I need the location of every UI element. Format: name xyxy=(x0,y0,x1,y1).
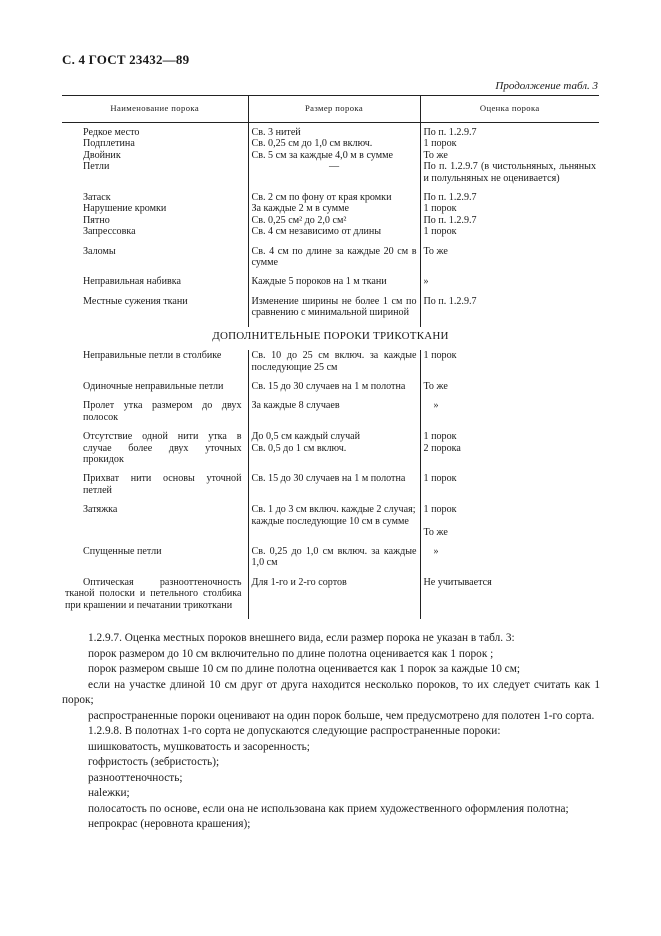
paragraph: непрокрас (неровнота крашения); xyxy=(88,818,251,830)
defect-grade: По п. 1.2.9.7 xyxy=(423,127,477,138)
defect-grade: По п. 1.2.9.7 xyxy=(423,214,477,226)
defect-size: До 0,5 см каждый случай xyxy=(251,431,361,443)
defect-name: Спущенные петли xyxy=(83,545,162,557)
defect-size: Св. 10 до 25 см включ. за каждые последующие 25 см xyxy=(251,350,417,373)
defect-grade: То же xyxy=(423,149,448,161)
defect-size: Св. 0,25 см² до 2,0 см² xyxy=(251,214,347,226)
defect-grade: То же xyxy=(423,245,448,257)
defect-grade: 1 порок xyxy=(423,226,457,238)
defect-grade: 1 порок xyxy=(423,350,457,362)
defect-grade: По п. 1.2.9.7 xyxy=(423,295,477,307)
defect-size: Каждые 5 пороков на 1 м ткани xyxy=(251,276,387,288)
table-row xyxy=(62,246,599,277)
defect-size: Св. 0,5 до 1 см включ. xyxy=(251,442,347,454)
column-header-size: Размер порока xyxy=(248,96,420,123)
section-title: ДОПОЛНИТЕЛЬНЫЕ ПОРОКИ ТРИКОТКАНИ xyxy=(212,329,449,342)
section-row xyxy=(62,327,599,350)
defect-name: Редкое место xyxy=(83,127,140,138)
defect-size: Св. 4 см по длине за каждые 20 см в сумме xyxy=(251,245,417,269)
defect-name: Петли xyxy=(83,161,110,173)
defect-name: Неправильные петли в столбике xyxy=(83,350,222,362)
table-row xyxy=(62,192,599,246)
defect-size: Св. 0,25 до 1,0 см включ. за каждые 1,0 см xyxy=(251,545,417,569)
body-text xyxy=(62,631,600,833)
column-header-name: Наименование порока xyxy=(62,96,248,123)
defect-name: Нарушение кромки xyxy=(83,203,167,215)
table-continuation-label: Продолжение табл. 3 xyxy=(495,80,598,92)
defect-name: Местные сужения ткани xyxy=(83,295,188,307)
defect-name: Одиночные неправильные петли xyxy=(83,380,224,392)
defect-name: Затяжка xyxy=(83,504,118,516)
defect-grade: 1 порок xyxy=(423,473,457,485)
defect-grade: » xyxy=(423,276,429,288)
table-row xyxy=(62,381,599,400)
paragraph: порок размером до 10 см включительно по длине полотна оценивается как 1 порок ; xyxy=(88,647,494,660)
defect-name: Прихват нити основы уточной петлей xyxy=(83,473,242,496)
table-row xyxy=(62,123,599,193)
page-header: С. 4 ГОСТ 23432—89 xyxy=(62,52,190,67)
defect-size: Изменение ширины не более 1 см по сравнению с минимальной шириной xyxy=(251,295,417,319)
defect-grade: По п. 1.2.9.7 (в чистольняных, льняных и полульняных не оценивается) xyxy=(423,161,596,184)
defect-name: Запрессовка xyxy=(83,226,136,238)
paragraph: полосатость по основе, если она не использована как прием художественного оформления полотна; xyxy=(88,802,569,815)
defect-grade: 2 порока xyxy=(423,442,461,454)
defect-name: Пятно xyxy=(83,214,110,226)
defect-size: Св. 2 см по фону от края кромки xyxy=(251,192,392,204)
table-row xyxy=(62,504,599,546)
paragraph: гофристость (зебристость); xyxy=(88,756,220,768)
table-row xyxy=(62,296,599,327)
defect-name: Двойник xyxy=(83,149,121,161)
defect-name: Неправильная набивка xyxy=(83,276,181,288)
defect-size: Св. 3 нитей xyxy=(251,127,301,138)
defect-size: Св. 5 см за каждые 4,0 м в сумме xyxy=(251,149,393,161)
defect-grade: То же xyxy=(423,380,448,392)
paragraph: 1.2.9.7. Оценка местных пороков внешнего вида, если размер порока не указан в табл. 3: xyxy=(88,632,515,644)
paragraph: распространенные пороки оценивают на один порок больше, чем предусмотрено для полотен 1-го сорта. xyxy=(88,709,595,722)
paragraph: нalежки; xyxy=(88,787,130,799)
table-row xyxy=(62,431,599,473)
paragraph: порок размером свыше 10 см по длине полотна оценивается как 1 порок за каждые 10 см; xyxy=(88,663,520,675)
defect-name: Пролет утка размером до двух полосок xyxy=(83,400,242,423)
defect-grade: То же xyxy=(423,526,448,538)
defect-size: каждые последующие 10 см в сумме xyxy=(251,515,409,527)
defect-size: Для 1-го и 2-го сортов xyxy=(251,576,347,588)
table-row xyxy=(62,473,599,504)
defect-grade: Не учитывается xyxy=(423,576,492,588)
defect-size: За каждые 2 м в сумме xyxy=(251,203,349,215)
table-row xyxy=(62,577,599,619)
table-row xyxy=(62,400,599,431)
paragraph: разнооттеночность; xyxy=(88,771,183,784)
defect-grade: 1 порок xyxy=(423,138,457,150)
defect-grade: » xyxy=(433,545,439,557)
defect-name: Отсутствие одной нити утка в случае более двух уточных прокидок xyxy=(83,431,242,465)
defect-size: Св. 15 до 30 случаев на 1 м полотна xyxy=(251,380,406,392)
defect-name: Подплетина xyxy=(83,138,135,150)
table-row xyxy=(62,350,599,381)
defect-grade: По п. 1.2.9.7 xyxy=(423,192,477,204)
column-header-grade: Оценка порока xyxy=(420,96,599,123)
defect-grade: 1 порок xyxy=(423,504,457,516)
defect-grade: 1 порок xyxy=(423,203,457,215)
defect-size: — xyxy=(328,161,340,173)
table-row xyxy=(62,276,599,295)
defect-size: Св. 4 см независимо от длины xyxy=(251,226,382,238)
paragraph: 1.2.9.8. В полотнах 1-го сорта не допускаются следующие распространенные пороки: xyxy=(88,725,501,737)
table-row xyxy=(62,546,599,577)
paragraph: если на участке длиной 10 см друг от друга находится несколько пороков, то их следует считать как 1 порок; xyxy=(62,678,600,706)
defect-size: Св. 0,25 см до 1,0 см включ. xyxy=(251,138,373,150)
defect-grade: 1 порок xyxy=(423,431,457,443)
defect-size: За каждые 8 случаев xyxy=(251,400,340,412)
defect-grade: » xyxy=(433,400,439,412)
defect-size: Св. 15 до 30 случаев на 1 м полотна xyxy=(251,473,406,485)
defect-name: Затаск xyxy=(83,192,111,204)
defect-size: Св. 1 до 3 см включ. каждые 2 случая; xyxy=(251,504,416,516)
defect-name: Заломы xyxy=(83,245,116,257)
paragraph: шишковатость, мушковатость и засоренность; xyxy=(88,740,310,753)
defect-name: Оптическая разнооттеночность тканой полоски и петельного столбика при крашении и печатании трикоткани xyxy=(65,576,242,611)
defects-table xyxy=(62,95,599,619)
